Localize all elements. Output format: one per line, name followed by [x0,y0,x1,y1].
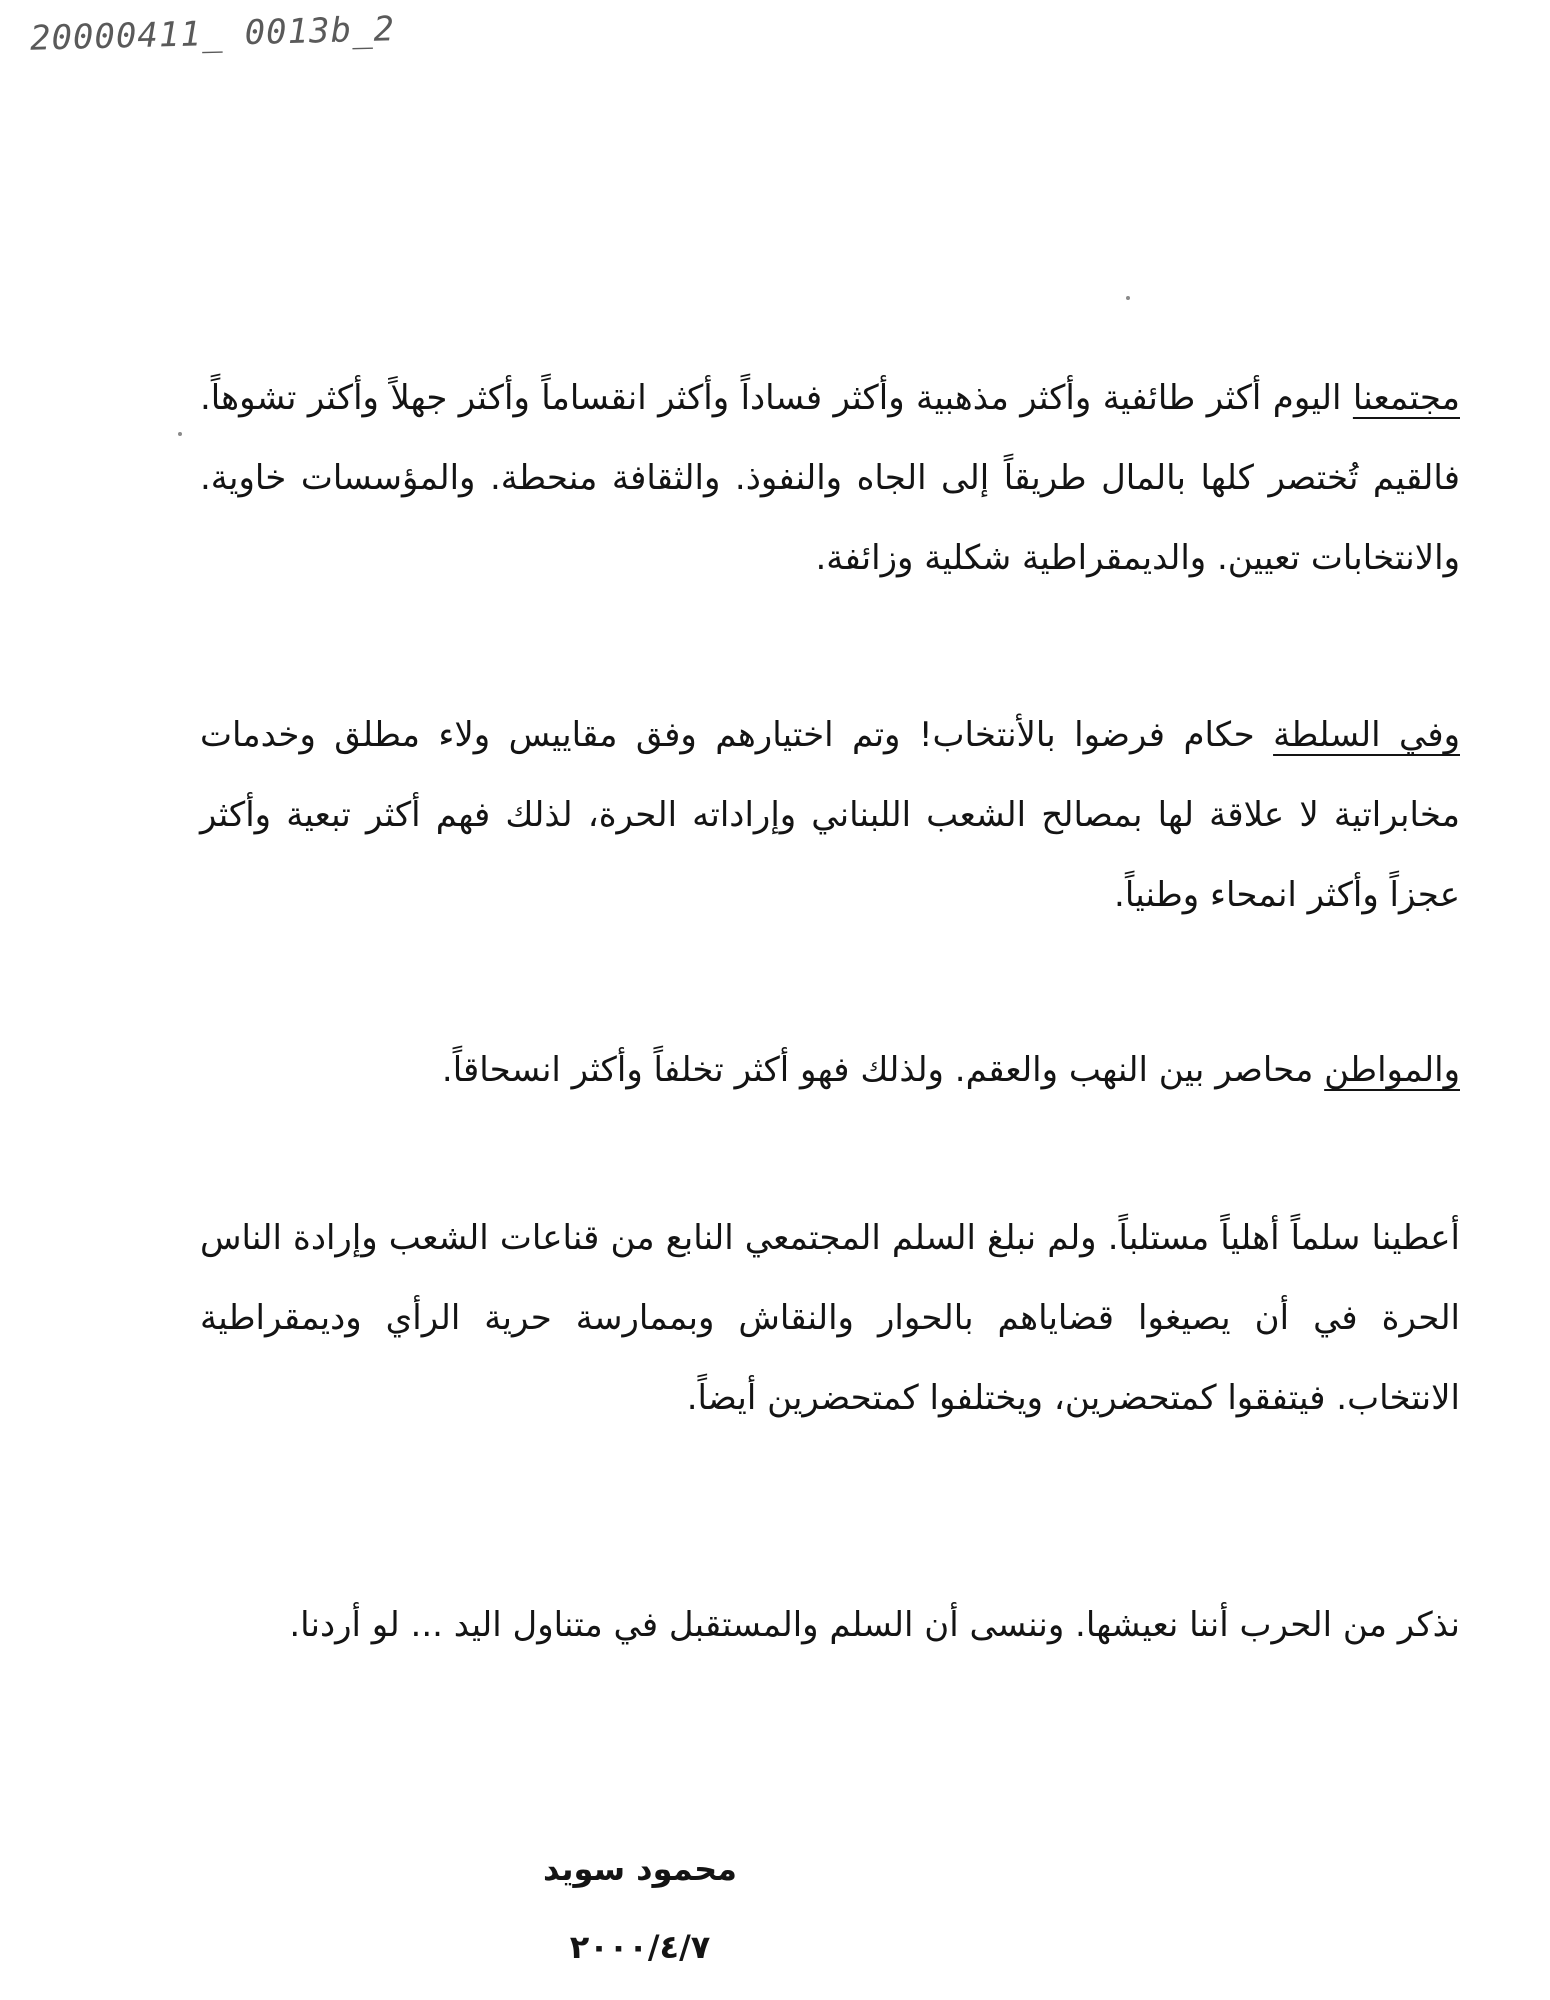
paragraph-lead-word: وفي السلطة [1273,715,1460,755]
paragraph-citizen [200,1030,1460,1110]
paragraph-lead-word: والمواطن [1324,1050,1460,1090]
paragraph-authority [200,695,1460,935]
paragraph-remember-war [200,1585,1460,1665]
signature-date: ٢٠٠٠/٤/٧ [569,1928,711,1966]
paragraph-text: محاصر بين النهب والعقم. ولذلك فهو أكثر تخلفاً وأكثر انسحاقاً. [441,1050,1325,1090]
paragraph-text: حكام فرضوا بالأنتخاب! وتم اختيارهم وفق مقاييس ولاء مطلق وخدمات مخابراتية لا علاقة لها بمصالح الشعب اللبناني وإراداته الحرة، لذلك فهم أكثر تبعية وأكثر عجزاً وأكثر انمحاء وطنياً. [200,715,1460,915]
handwritten-reference-number: 20000411_ 0013b_2 [29,9,396,59]
scan-speck [178,432,182,436]
paragraph-civil-peace [200,1198,1460,1438]
paragraph-society [200,358,1460,598]
author-signature-name: محمود سويد [543,1850,737,1888]
paragraph-text: اليوم أكثر طائفية وأكثر مذهبية وأكثر فساداً وأكثر انقساماً وأكثر جهلاً وأكثر تشوهاً. فالقيم تُختصر كلها بالمال طريقاً إلى الجاه والنفوذ. والثقافة منحطة. والمؤسسات خاوية. والانتخابات تعيين. والديمقراطية شكلية وزائفة. [200,378,1460,578]
paragraph-text: نذكر من الحرب أننا نعيشها. وننسى أن السلم والمستقبل في متناول اليد ... لو أردنا. [289,1605,1460,1645]
paragraph-lead-word: مجتمعنا [1352,378,1460,418]
paragraph-text: أعطينا سلماً أهلياً مستلباً. ولم نبلغ السلم المجتمعي النابع من قناعات الشعب وإرادة الناس الحرة في أن يصيغوا قضاياهم بالحوار والنقاش وبممارسة حرية الرأي وديمقراطية الانتخاب. فيتفقوا كمتحضرين، ويختلفوا كمتحضرين أيضاً. [200,1218,1460,1418]
scan-speck [1126,296,1130,300]
